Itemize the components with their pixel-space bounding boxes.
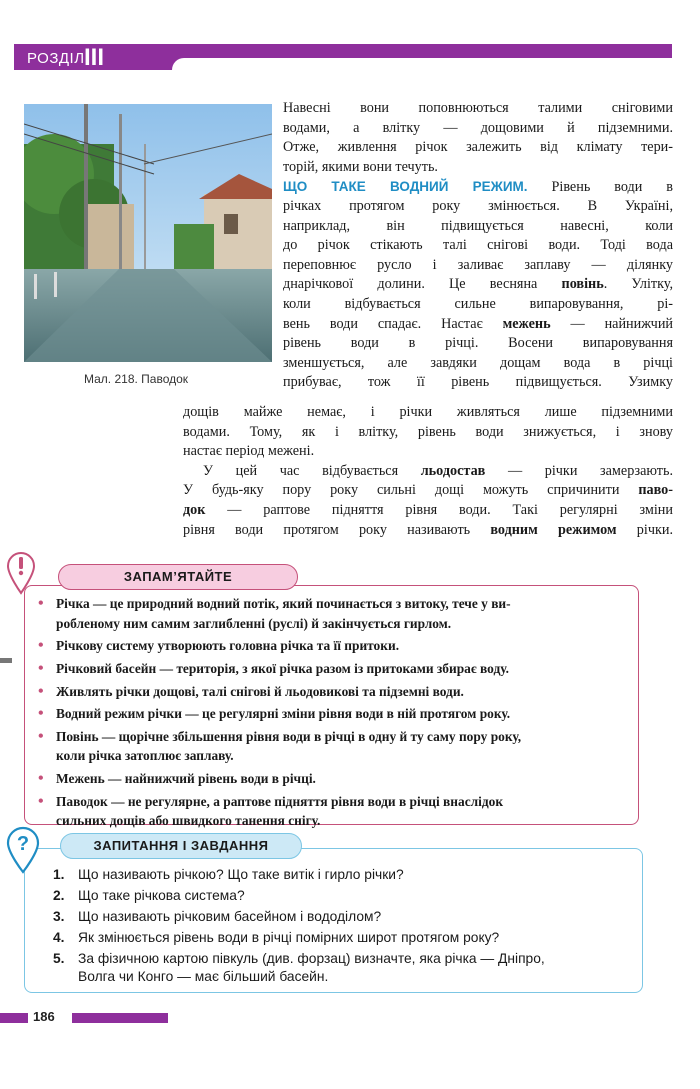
exclamation-pin-icon	[6, 551, 36, 595]
text-fragment: . Улітку,	[603, 276, 674, 293]
text-line: до річок стікають талі снігові води. Тоді вода	[283, 237, 673, 254]
questions-list	[53, 866, 637, 989]
term-lodostav: льодостав	[420, 462, 486, 479]
text-fragment: річки.	[616, 521, 673, 538]
term-pavodok-end: док	[183, 501, 206, 518]
list-item: • Водний режим річки — це регулярні зміни рівня води в ній протягом року.	[38, 704, 633, 724]
text-fragment: У будь-яку пору року сильні дощі можуть спричинити	[183, 482, 639, 499]
question-item: 5. За фізичною картою півкуль (див. форзац) визначте, яка річка — Дніпро, Волга чи Конго — має більший басейн.	[53, 951, 545, 984]
body-text-full	[183, 403, 673, 540]
text-line: наприклад, він підвищується навесні, коли	[283, 217, 673, 234]
remember-title: ЗАПАМ’ЯТАЙТЕ	[58, 564, 298, 590]
question-pin-icon	[6, 826, 40, 874]
text-fragment: Рівень води в	[527, 179, 673, 196]
term-mezhen: межень	[502, 315, 551, 332]
question-item: 3. Що називають річковим басейном і вододілом?	[53, 909, 382, 924]
text-fragment: — раптове підняття рівня води. Такі регулярні зміни	[205, 501, 673, 518]
section-number: III	[84, 44, 105, 71]
text-fragment: вень води спадає. Настає	[283, 315, 503, 332]
list-item: • Річкову систему утворюють головна річка та її притоки.	[38, 636, 633, 656]
section-heading: ЩО ТАКЕ ВОДНИЙ РЕЖИМ.	[283, 179, 528, 195]
list-item: • Річковий басейн — територія, з якої річка разом із притоками збирає воду.	[38, 659, 633, 679]
text-line: настає період межені.	[183, 443, 315, 460]
question-item: 1. Що називають річкою? Що таке витік і гирло річки?	[53, 867, 404, 882]
text-line: торій, якими вони течуть.	[283, 158, 438, 175]
text-fragment: днарічкової долини. Це весняна	[283, 276, 562, 293]
text-line: Отже, живлення річок залежить від клімату тери-	[283, 139, 673, 156]
body-text-right	[283, 99, 673, 393]
text-line: дощів майже немає, і річки живляться лише підземними	[183, 404, 673, 420]
text-line: водами. Тому, як і влітку, рівень води знижується, і знову	[183, 423, 673, 440]
footer-bar	[72, 1013, 168, 1023]
term-vodnyi-rezhym: водним режимом	[490, 521, 617, 538]
header-decor-line	[122, 44, 672, 70]
flood-photo	[24, 104, 272, 362]
footer-bar-left	[0, 1013, 28, 1023]
list-item: • Паводок — не регулярне, а раптове підняття рівня води в річці внаслідок сильних дощів або швидкого танення снігу.	[38, 792, 633, 831]
text-line: коли відбувається сильне випаровування, рі-	[283, 295, 673, 312]
questions-title: ЗАПИТАННЯ І ЗАВДАННЯ	[60, 833, 302, 859]
text-line: Навесні вони поповнюються талими сніговими	[283, 100, 673, 116]
text-line: річках протягом року змінюється. В Україні,	[283, 197, 673, 214]
page-number: 186	[33, 1009, 55, 1024]
svg-text:?: ?	[16, 833, 30, 855]
text-line: рівень води в річці. Восени випаровування	[283, 335, 673, 352]
text-fragment: У цей час відбувається	[203, 462, 421, 479]
term-povin: повінь	[561, 276, 604, 293]
term-pavodok: паво-	[638, 482, 673, 499]
margin-mark	[0, 658, 12, 663]
remember-list	[38, 594, 633, 834]
text-fragment: — найнижчий	[550, 315, 674, 332]
text-fragment: рівня води протягом року називають	[183, 521, 491, 538]
text-line: прибуває, тож її рівень підвищується. Узимку	[283, 374, 673, 391]
question-item: 4. Як змінюється рівень води в річці помірних широт протягом року?	[53, 930, 500, 945]
list-item: • Річка — це природний водний потік, який починається з витоку, тече у ви- робленому ним самим заглибленні (руслі) й закінчується гирлом.	[38, 594, 633, 633]
section-header	[14, 44, 122, 70]
text-line: водами, а влітку — дощовими й підземними.	[283, 119, 673, 136]
figure-caption: Мал. 218. Паводок	[84, 372, 189, 386]
text-line: зменшується, але завдяки дощам вода в річці	[283, 354, 673, 371]
text-line: переповнює русло і заливає заплаву — ділянку	[283, 256, 673, 273]
text-fragment: — річки замерзають.	[485, 462, 673, 479]
question-item: 2. Що таке річкова система?	[53, 888, 245, 903]
list-item: • Живлять річки дощові, талі снігові й льодовикові та підземні води.	[38, 682, 633, 702]
section-word: РОЗДІЛ	[27, 50, 85, 67]
list-item: • Межень — найнижчий рівень води в річці.	[38, 769, 633, 789]
list-item: • Повінь — щорічне збільшення рівня води в річці в одну й ту саму пору року, коли річка затоплює заплаву.	[38, 727, 633, 766]
